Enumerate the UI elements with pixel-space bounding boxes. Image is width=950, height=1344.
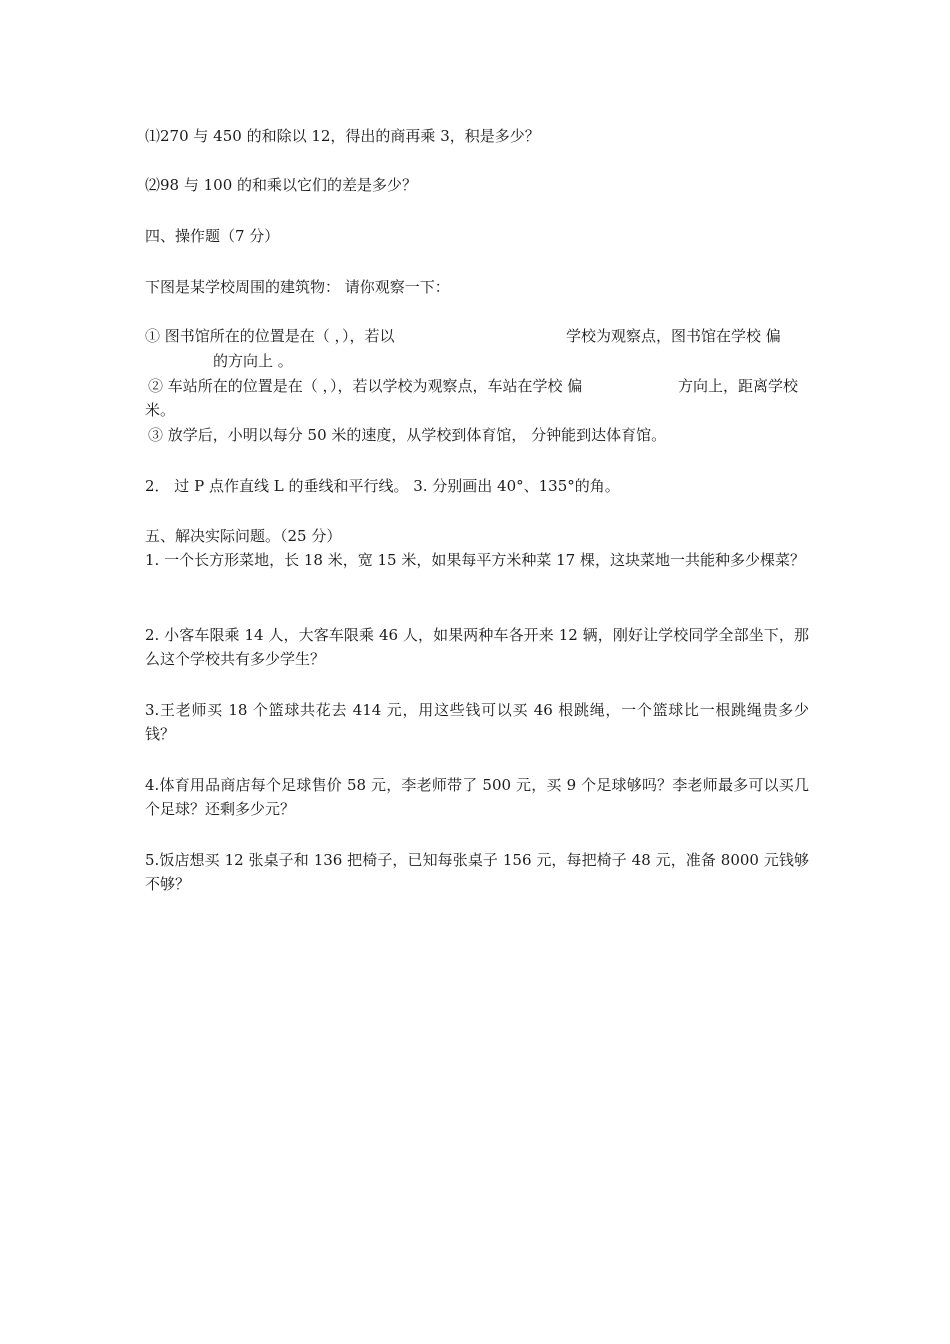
item-1-text-b: 学校为观察点，图书馆在学校 偏 — [566, 327, 781, 345]
item-2-text-a: ② 车站所在的位置是在（ ，），若以学校为观察点，车站在学校 偏 — [148, 377, 583, 395]
question-3-1: ⑴270 与 450 的和除以 12，得出的商再乘 3，积是多少？ — [145, 127, 540, 145]
section-4-item-4: 2． 过 P 点作直线 L 的垂线和平行线。 3. 分别画出 40°、135°的角。 — [145, 477, 620, 495]
problem-2: 2. 小客车限乘 14 人，大客车限乘 46 人，如果两种车各开来 12 辆，刚好让学校同学全部坐下，那么这个学校共有多少学生？ — [145, 626, 809, 668]
problem-1: 1. 一个长方形菜地，长 18 米，宽 15 米，如果每平方米种菜 17 棵，这块菜地一共能种多少棵菜？ — [145, 551, 805, 569]
problem-5: 5.饭店想买 12 张桌子和 136 把椅子，已知每张桌子 156 元，每把椅子 48 元，准备 8000 元钱够不够？ — [145, 851, 809, 893]
section-4-item-3: ③ 放学后，小明以每分 50 米的速度，从学校到体育馆， 分钟能到达体育馆。 — [148, 426, 667, 444]
section-4-heading: 四、操作题（7 分） — [145, 227, 280, 245]
problem-4: 4.体育用品商店每个足球售价 58 元，李老师带了 500 元，买 9 个足球够吗？李老师最多可以买几个足球？还剩多少元？ — [145, 776, 809, 818]
question-3-2: ⑵98 与 100 的和乘以它们的差是多少？ — [145, 176, 418, 194]
item-2-text-c: 米。 — [145, 401, 176, 419]
item-2-text-b: 方向上，距离学校 — [678, 377, 799, 395]
section-4-intro: 下图是某学校周围的建筑物： 请你观察一下： — [145, 278, 450, 296]
problem-3: 3.王老师买 18 个篮球共花去 414 元，用这些钱可以买 46 根跳绳，一个篮球比一根跳绳贵多少钱？ — [145, 701, 809, 743]
section-5-heading: 五、解决实际问题。（25 分） — [145, 527, 342, 545]
item-1-text-c: 的方向上 。 — [213, 352, 293, 370]
item-1-text-a: ① 图书馆所在的位置是在（ ，），若以 — [145, 327, 395, 345]
